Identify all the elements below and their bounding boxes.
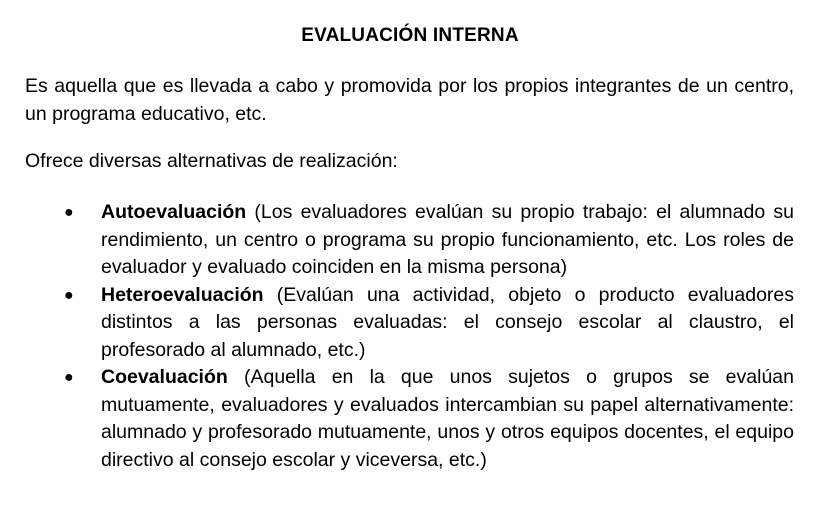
list-item-term: Coevaluación: [101, 366, 228, 388]
alternatives-list: [0, 199, 826, 474]
list-item-term: Heteroevaluación: [101, 283, 264, 306]
list-item-text: (Evalúan una actividad, objeto o producto evaluadores distintos a las personas evaluadas: el consejo escolar al claustro, el profesorado al alumnado, etc.): [101, 283, 794, 361]
list-item-term: Autoevaluación: [101, 201, 247, 223]
list-item-autoevaluacion: [0, 199, 794, 282]
bullet-icon: ●: [64, 369, 74, 386]
list-item-text: (Aquella en la que unos sujetos o grupos se evalúan mutuamente, evaluadores y evaluados intercambian su papel alternativamente: alumnado y profesorado mutuamente, unos y otros equipos docentes, el equipo directivo al consejo escolar y viceversa, etc.): [101, 366, 794, 471]
document-title: EVALUACIÓN INTERNA: [301, 25, 519, 46]
bullet-icon: ●: [64, 286, 74, 304]
list-item-heteroevaluacion: [0, 282, 794, 365]
lead-paragraph: Ofrece diversas alternativas de realización:: [25, 150, 398, 172]
list-item-text: (Los evaluadores evalúan su propio trabajo: el alumnado su rendimiento, un centro o programa su propio funcionamiento, etc. Los roles de evaluador y evaluado coinciden en la misma persona): [101, 201, 794, 278]
bullet-icon: ●: [64, 204, 74, 221]
list-item-coevaluacion: [0, 364, 794, 474]
intro-paragraph: Es aquella que es llevada a cabo y promovida por los propios integrantes de un centro, un programa educativo, etc.: [25, 75, 794, 125]
